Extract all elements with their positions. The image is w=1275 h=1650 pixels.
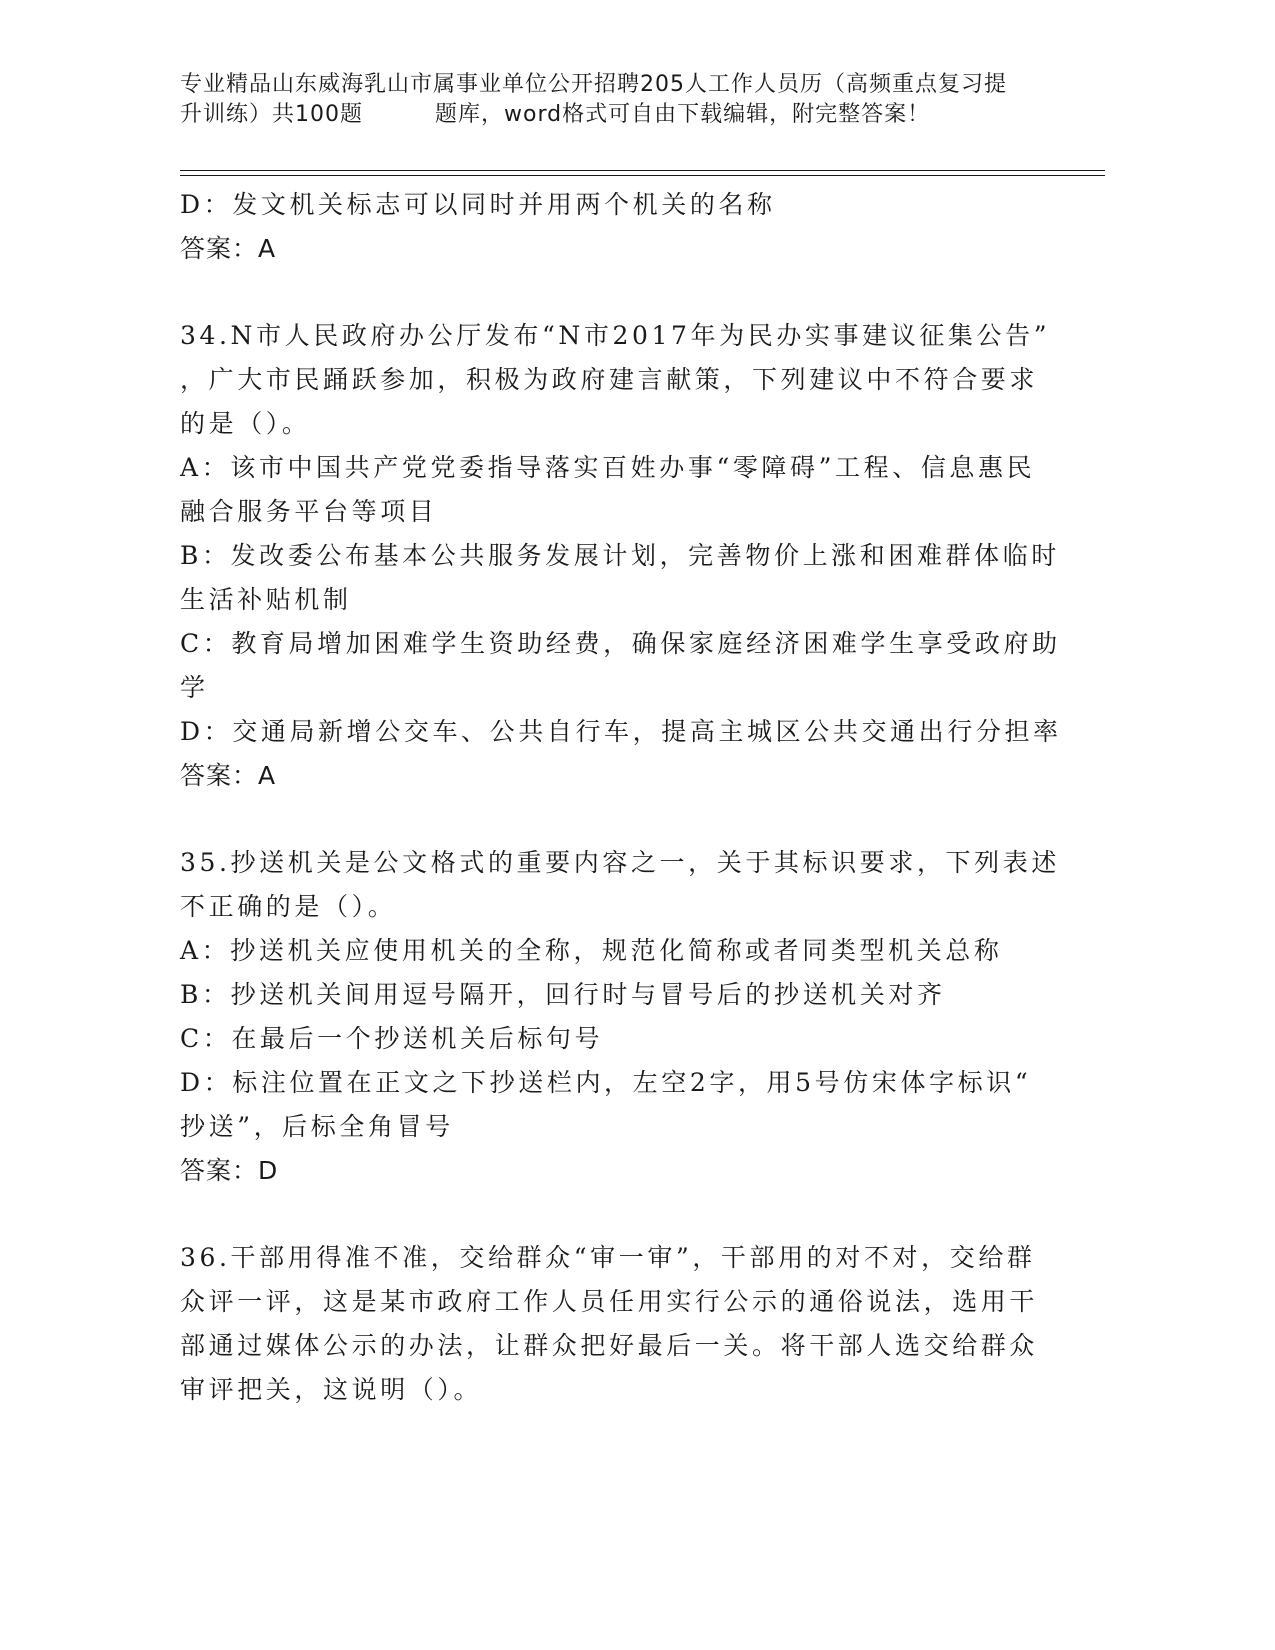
option-a-continued: 融合服务平台等项目: [180, 497, 438, 526]
question-stem-line: 36.干部用得准不准，交给群众“审一审”，干部用的对不对，交给群: [180, 1243, 1036, 1272]
question-stem-line: 的是（）。: [180, 409, 311, 438]
option-c-continued: 学: [180, 673, 209, 702]
question-stem-line: ，广大市民踊跃参加，积极为政府建言献策，下列建议中不符合要求: [180, 365, 1039, 394]
option-b-continued: 生活补贴机制: [180, 585, 352, 614]
option-c: C：教育局增加困难学生资助经费，确保家庭经济困难学生享受政府助: [180, 629, 1061, 658]
question-stem-line: 不正确的是（）。: [180, 892, 397, 921]
question-33-tail: [180, 183, 1050, 271]
question-35: [180, 841, 1060, 1193]
option-d-continued: 抄送”，后标全角冒号: [180, 1112, 454, 1141]
header-title-line-1: 专业精品山东威海乳山市属事业单位公开招聘205人工作人员历（高频重点复习提: [180, 72, 1007, 97]
option-d: D：发文机关标志可以同时并用两个机关的名称: [180, 190, 776, 219]
option-d: D：标注位置在正文之下抄送栏内，左空2字，用5号仿宋体字标识“: [180, 1068, 1032, 1097]
option-d: D：交通局新增公交车、公共自行车，提高主城区公共交通出行分担率: [180, 717, 1062, 746]
document-header: [180, 70, 1060, 130]
option-a: A：抄送机关应使用机关的全称，规范化简称或者同类型机关总称: [180, 936, 1003, 965]
question-stem-line: 35.抄送机关是公文格式的重要内容之一，关于其标识要求，下列表述: [180, 848, 1060, 877]
question-stem-line: 部通过媒体公示的办法，让群众把好最后一关。将干部人选交给群众: [180, 1331, 1039, 1360]
header-title-line-2: [180, 100, 1060, 130]
answer: 答案：D: [180, 1156, 279, 1185]
header-subtitle-part: 题库，word格式可自由下载编辑，附完整答案！: [435, 102, 931, 127]
document-body: [180, 183, 1062, 1412]
option-b: B：抄送机关间用逗号隔开，回行时与冒号后的抄送机关对齐: [180, 980, 946, 1009]
question-stem-line: 众评一评，这是某市政府工作人员任用实行公示的通俗说法，选用干: [180, 1287, 1039, 1316]
question-stem-line: 34.N市人民政府办公厅发布“N市2017年为民办实事建议征集公告”: [180, 321, 1051, 350]
header-title-part: 升训练）共100题: [180, 102, 363, 127]
option-a: A：该市中国共产党党委指导落实百姓办事“零障碍”工程、信息惠民: [180, 453, 1036, 482]
answer: 答案：A: [180, 761, 277, 790]
header-divider-bottom: [180, 175, 1105, 176]
question-34: [180, 314, 1062, 798]
option-b: B：发改委公布基本公共服务发展计划，完善物价上涨和困难群体临时: [180, 541, 1060, 570]
option-c: C：在最后一个抄送机关后标句号: [180, 1024, 604, 1053]
question-stem-line: 审评把关，这说明（）。: [180, 1375, 483, 1404]
answer: 答案：A: [180, 234, 277, 263]
header-divider-top: [180, 170, 1105, 171]
question-36: [180, 1236, 1050, 1412]
